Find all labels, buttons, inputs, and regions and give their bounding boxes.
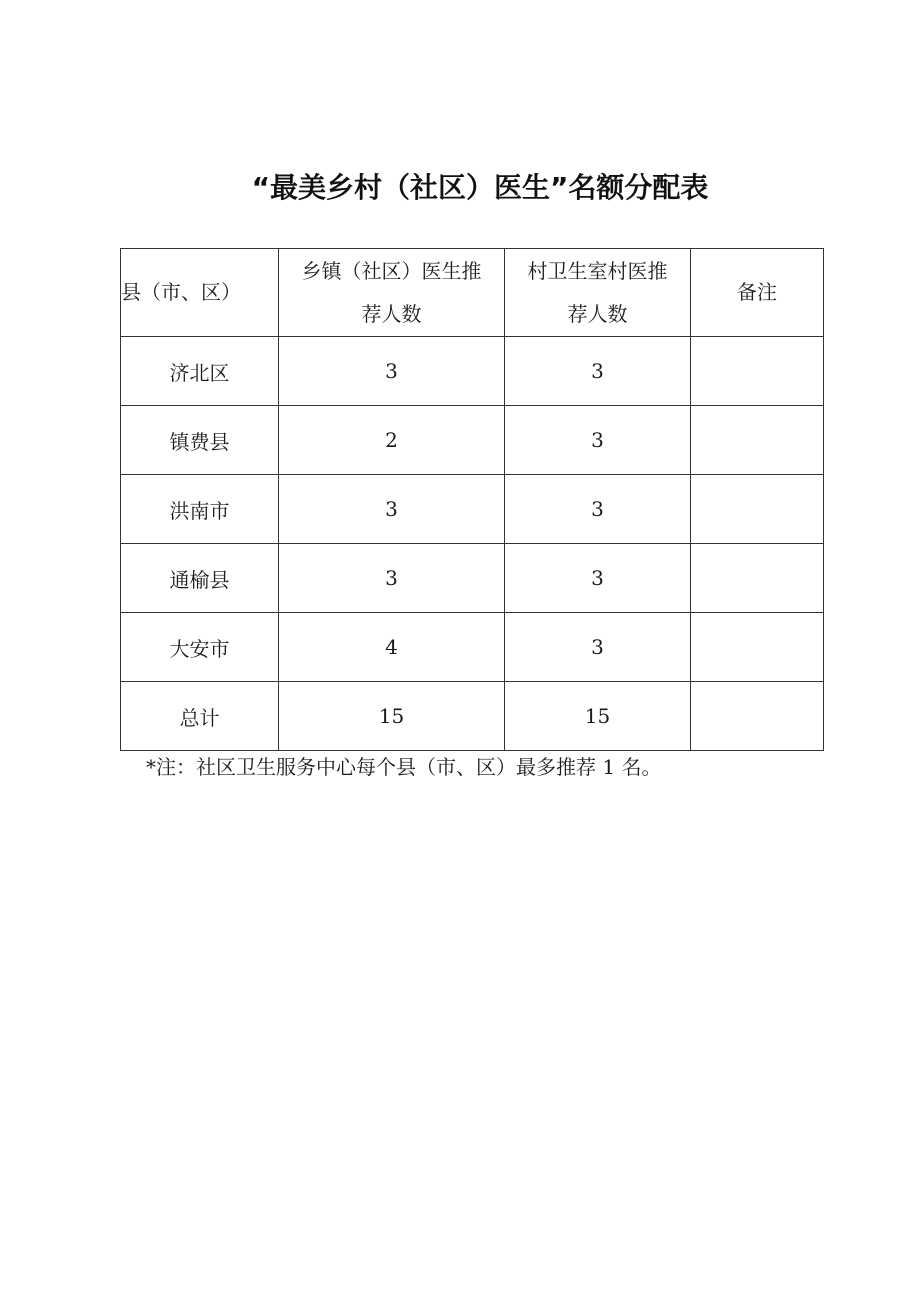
- header-county-label: 县（市、区）: [121, 280, 241, 304]
- cell-township-quota: 3: [279, 544, 505, 613]
- cell-village-quota: 3: [505, 475, 691, 544]
- header-township-quota: [279, 249, 505, 337]
- cell-remarks: [691, 475, 824, 544]
- table-row: [121, 337, 824, 406]
- table-row: [121, 613, 824, 682]
- cell-total-label: 总计: [121, 682, 279, 751]
- table-row: [121, 544, 824, 613]
- cell-county: 洪南市: [121, 475, 279, 544]
- header-remarks: [691, 249, 824, 337]
- quota-table: [120, 248, 824, 751]
- footnote: *注：社区卫生服务中心每个县（市、区）最多推荐 1 名。: [146, 755, 662, 779]
- cell-county: 济北区: [121, 337, 279, 406]
- cell-township-quota: 3: [279, 337, 505, 406]
- cell-township-quota: 3: [279, 475, 505, 544]
- header-village-line1: 村卫生室村医推: [527, 258, 668, 283]
- cell-remarks: [691, 613, 824, 682]
- cell-county: 大安市: [121, 613, 279, 682]
- cell-remarks: [691, 682, 824, 751]
- cell-village-quota: 3: [505, 337, 691, 406]
- cell-remarks: [691, 544, 824, 613]
- cell-village-quota: 3: [505, 613, 691, 682]
- cell-remarks: [691, 337, 824, 406]
- header-remarks-label: 备注: [737, 280, 777, 304]
- cell-township-quota: 4: [279, 613, 505, 682]
- page-title: “最美乡村（社区）医生”名额分配表: [251, 171, 709, 204]
- table-header-row: [121, 249, 824, 337]
- header-village-quota: [505, 249, 691, 337]
- table-row: [121, 406, 824, 475]
- cell-total-village: 15: [505, 682, 691, 751]
- header-township-line1: 乡镇（社区）医生推: [301, 258, 482, 283]
- cell-total-township: 15: [279, 682, 505, 751]
- cell-village-quota: 3: [505, 544, 691, 613]
- cell-remarks: [691, 406, 824, 475]
- cell-county: 镇费县: [121, 406, 279, 475]
- header-county: [121, 249, 279, 337]
- cell-township-quota: 2: [279, 406, 505, 475]
- header-village-line2: 荐人数: [567, 301, 628, 326]
- cell-county: 通榆县: [121, 544, 279, 613]
- cell-village-quota: 3: [505, 406, 691, 475]
- header-township-line2: 荐人数: [361, 301, 422, 326]
- table-row: [121, 475, 824, 544]
- table-total-row: [121, 682, 824, 751]
